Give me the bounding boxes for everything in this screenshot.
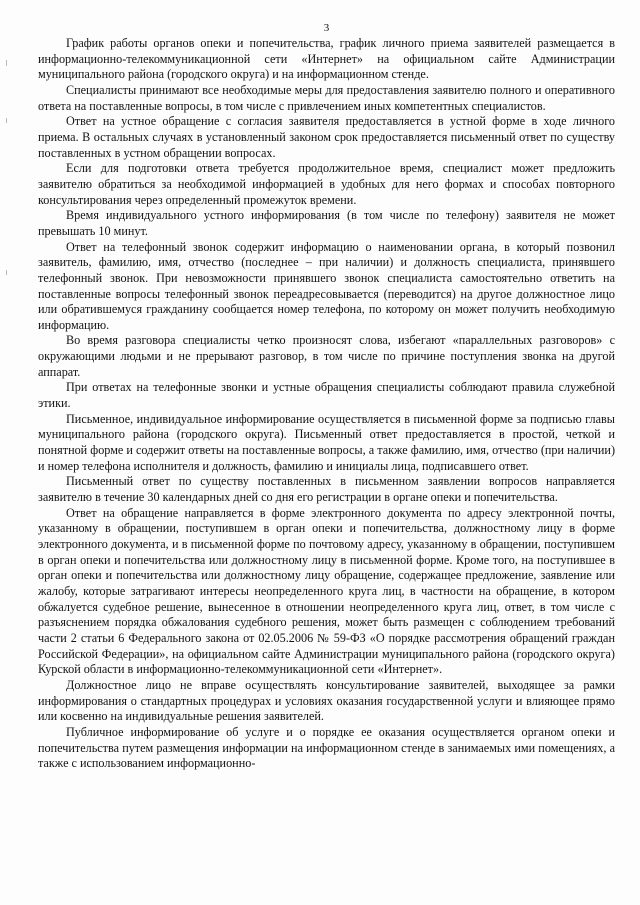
paragraph-consulting-limits: Должностное лицо не вправе осуществлять консультирование заявителей, выходящее за рамки информирования о стандартных процедурах и условиях оказания государственной услуги и влияющее прямо или косвенно на индивидуальные решения заявителей. bbox=[38, 677, 615, 724]
paragraph-written-answer-term: Письменный ответ по существу поставленных в письменном заявлении вопросов направляется заявителю в течение 30 календарных дней со дня его регистрации в органе опеки и попечительства. bbox=[38, 474, 615, 505]
paragraph-long-preparation: Если для подготовки ответа требуется продолжительное время, специалист может предложить заявителю обратиться за необходимой информацией в удобных для него формах и способах повторного консультирования через определенный промежуток времени. bbox=[38, 161, 615, 207]
paragraph-written-informing: Письменное, индивидуальное информирование осуществляется в письменной форме за подписью главы муниципального района (городского округа). Письменный ответ предоставляется в простой, четкой и понятной форме и содержит ответы на поставленные вопросы, а также фамилию, имя, отчество (при наличии) и номер телефона исполнителя и должность, фамилию и инициалы лица, подписавшего ответ. bbox=[38, 411, 615, 473]
paragraph-public-informing: Публичное информирование об услуге и о порядке ее оказания осуществляется органом опеки и попечительства путем размещения информации на информационном стенде в занимаемых ими помещениях, а также с использованием информационно- bbox=[38, 724, 615, 771]
paragraph-oral-request: Ответ на устное обращение с согласия заявителя предоставляется в устной форме в ходе личного приема. В остальных случаях в установленный законом срок предоставляется письменный ответ по существу поставленных в устном обращении вопросах. bbox=[38, 114, 615, 160]
scan-margin-mark bbox=[6, 118, 7, 123]
scan-margin-mark bbox=[6, 270, 7, 275]
page-number: 3 bbox=[323, 22, 330, 34]
paragraph-schedule: График работы органов опеки и попечительства, график личного приема заявителей размещается в информационно-телекоммуникационной сети «Интернет» на официальном сайте Администрации муниципального района (городского округа) и на информационном стенде. bbox=[38, 36, 615, 82]
scan-margin-mark bbox=[6, 60, 7, 66]
paragraph-phone-answer: Ответ на телефонный звонок содержит информацию о наименовании органа, в который позвонил заявитель, фамилию, имя, отчество (последнее – при наличии) и должность специалиста, принявшего телефонный звонок. При невозможности принявшего звонок специалиста самостоятельно ответить на поставленные вопросы телефонный звонок переадресовывается (переводится) на другое должностное лицо или обратившемуся гражданину сообщается номер телефона, по которому он может получить необходимую информацию. bbox=[38, 239, 615, 332]
paragraph-specialists-measures: Специалисты принимают все необходимые меры для предоставления заявителю полного и оперативного ответа на поставленные вопросы, в том числе с привлечением иных компетентных специалистов. bbox=[38, 82, 615, 113]
paragraph-conversation-rules: Во время разговора специалисты четко произносят слова, избегают «параллельных разговоров» с окружающими людьми и не прерывают разговор, в том числе по причине поступления звонка на другой аппарат. bbox=[38, 333, 615, 379]
paragraph-service-ethics: При ответах на телефонные звонки и устные обращения специалисты соблюдают правила служебной этики. bbox=[38, 380, 615, 411]
paragraph-answer-delivery: Ответ на обращение направляется в форме электронного документа по адресу электронной почты, указанному в обращении, поступившем в орган опеки и попечительства, должностному лицу в форме электронного документа, и в письменной форме по почтовому адресу, указанному в обращении, поступившем в орган опеки и попечительства или должностному лицу в письменной форме. Кроме того, на поступившее в орган опеки и попечительства или должностному лицу обращение, содержащее предложение, заявление или жалобу, которые затрагивают интересы неопределенного круга лиц, в частности на обращение, в котором обжалуется судебное решение, вынесенное в отношении неопределенного круга лиц, ответ, в том числе с разъяснением порядка обжалования судебного решения, может быть размещен с соблюдением требований части 2 статьи 6 Федерального закона от 02.05.2006 № 59-ФЗ «О порядке рассмотрения обращений граждан Российской Федерации», на официальном сайте Администрации муниципального района (городского округа) Курской области в информационно-телекоммуникационной сети «Интернет». bbox=[38, 505, 615, 677]
paragraph-time-limit: Время индивидуального устного информирования (в том числе по телефону) заявителя не может превышать 10 минут. bbox=[38, 208, 615, 238]
